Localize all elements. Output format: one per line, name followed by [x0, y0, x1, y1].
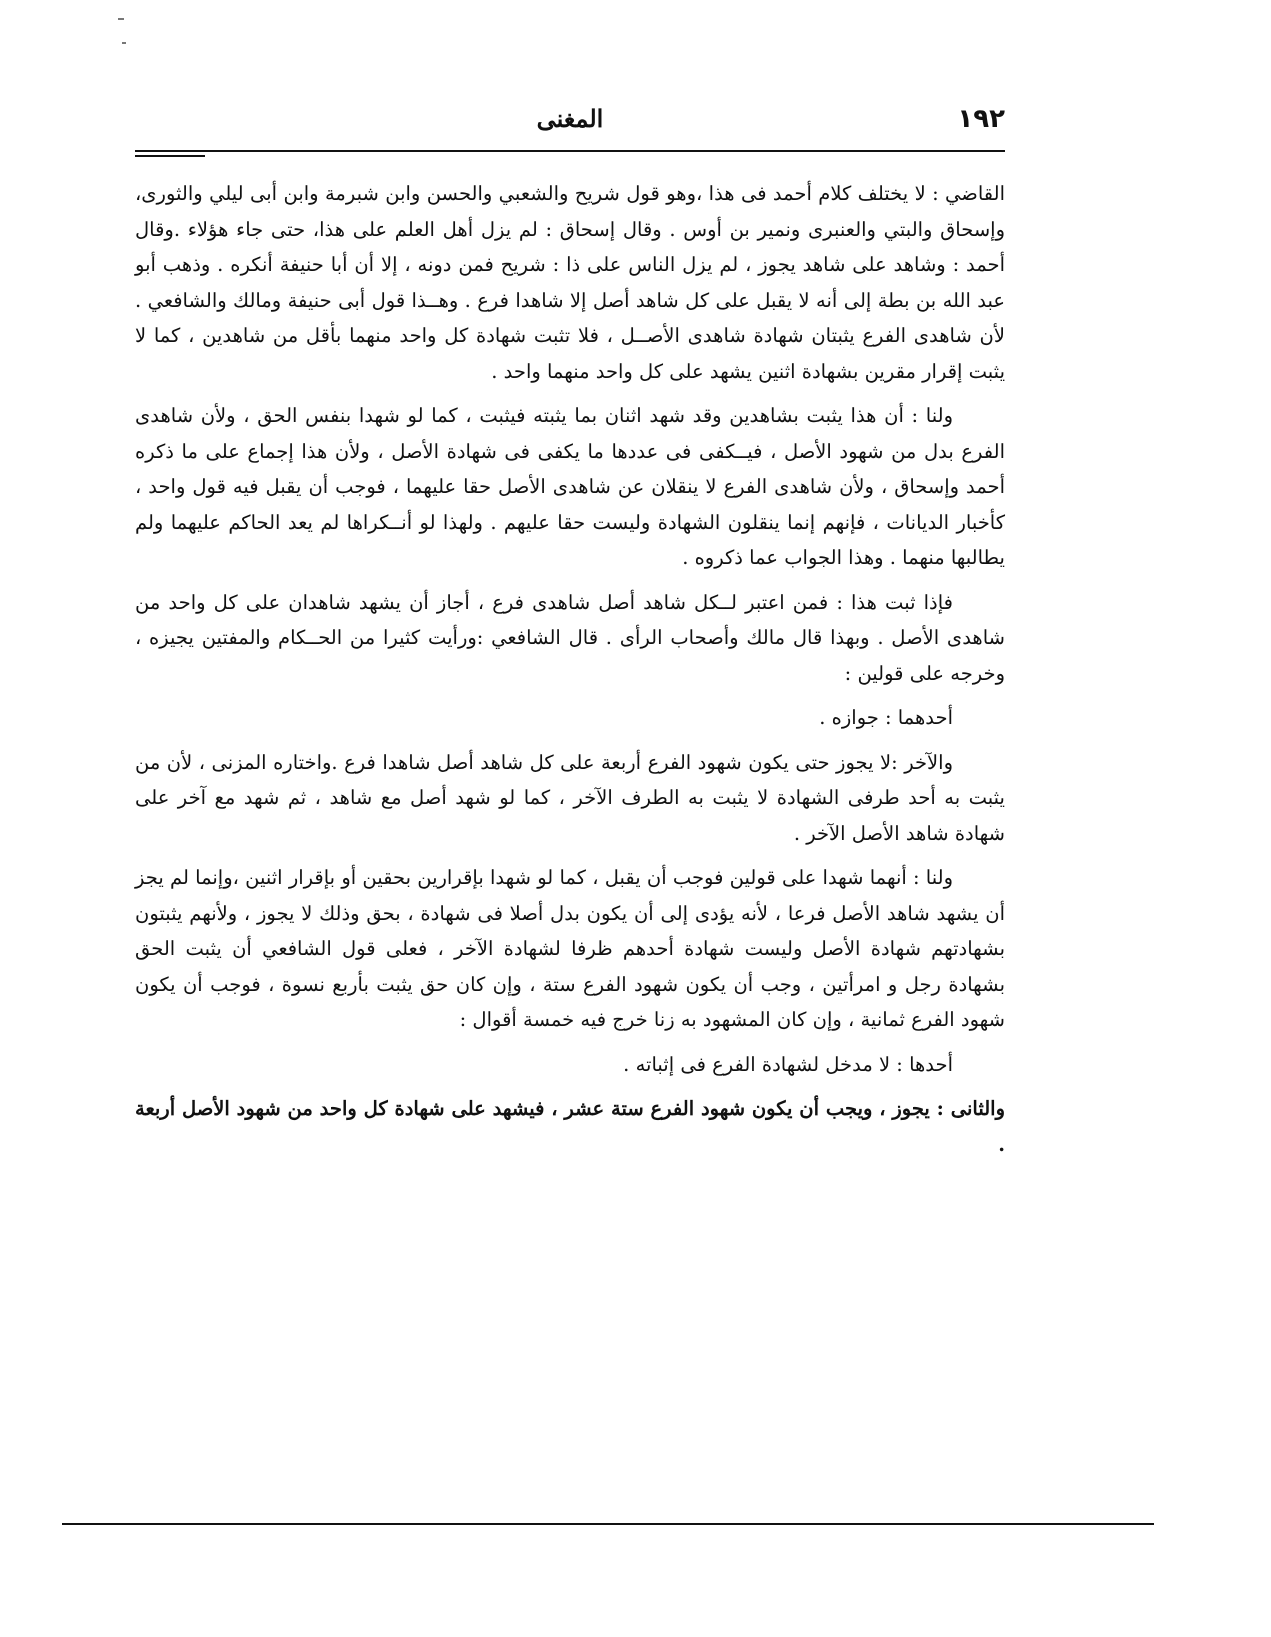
paragraph: ولنا : أن هذا يثبت بشاهدين وقد شهد اثنان بما يثبته فيثبت ، كما لو شهدا بنفس الحق ، ولأن شاهدى الفرع بدل من شهود الأصل ، فيــكفى فى عددها ما يكفى فى شهادة الأصل ، ولأن هذا إجماع على ما ذكره أحمد وإسحاق ، ولأن شاهدى الفرع لا ينقلان عن شاهدى الأصل حقا عليهما ، فوجب أن يقبل فيه قول واحد ، كأخبار الديانات ، فإنهم إنما ينقلون الشهادة وليست حقا عليهم . ولهذا لو أنــكراها لم يعد الحاكم عليهما ولم يطالبها منهما . وهذا الجواب عما ذكروه .: [135, 404, 1005, 569]
page-number: ١٩٢: [957, 104, 1005, 134]
paragraph: والثانى : يجوز ، ويجب أن يكون شهود الفرع ستة عشر ، فيشهد على شهادة كل واحد من شهود الأصل أربعة .: [135, 1097, 1005, 1156]
page-header: [135, 102, 1005, 146]
footer-rule: [62, 1523, 1154, 1525]
paragraph: أحدهما : جوازه .: [819, 706, 953, 729]
paragraph: ولنا : أنهما شهدا على قولين فوجب أن يقبل ، كما لو شهدا بإقرارين بحقين أو بإقرار اثنين ،وإنما لم يجز أن يشهد شاهد الأصل فرعا ، لأنه يؤدى إلى أن يكون بدل أصلا فى شهادة ، بحق وذلك لا يجوز ، ولأنهم يثبتون بشهادتهم شهادة الأصل وليست شهادة أحدهم ظرفا لشهادة الآخر ، فعلى قول الشافعي أن يثبت الحق بشهادة رجل و امرأتين ، وجب أن يكون شهود الفرع ستة ، وإن كان حق يثبت بأربع نسوة ، فوجب أن يكون شهود الفرع ثمانية ، وإن كان المشهود به زنا خرج فيه خمسة أقوال :: [135, 866, 1005, 1031]
running-title: المغنى: [536, 104, 604, 133]
body-text: [135, 176, 1005, 1171]
paragraph: أحدها : لا مدخل لشهادة الفرع فى إثباته .: [623, 1052, 953, 1076]
header-rule-accent: [135, 155, 205, 157]
paragraph: فإذا ثبت هذا : فمن اعتبر لــكل شاهد أصل شاهدى فرع ، أجاز أن يشهد شاهدان على كل واحد من شاهدى الأصل . وبهذا قال مالك وأصحاب الرأى . قال الشافعي :ورأيت كثيرا من الحــكام والمفتين يجيزه ، وخرجه على قولين :: [135, 590, 1005, 685]
scan-mark: [118, 18, 124, 20]
scan-mark: [122, 42, 126, 44]
paragraph: القاضي : لا يختلف كلام أحمد فى هذا ،وهو قول شريح والشعبي والحسن وابن شبرمة وابن أبى ليلي والثورى، وإسحاق والبتي والعنبرى ونمير بن أوس . وقال إسحاق : لم يزل أهل العلم على هذا، حتى جاء هؤلاء .وقال أحمد : وشاهد على شاهد يجوز ، لم يزل الناس على ذا : شريح فمن دونه ، إلا أن أبا حنيفة أنكره . وذهب أبو عبد الله بن بطة إلى أنه لا يقبل على كل شاهد أصل إلا شاهدا فرع . وهــذا قول أبى حنيفة ومالك والشافعي . لأن شاهدى الفرع يثبتان شهادة شاهدى الأصــل ، فلا تثبت شهادة كل واحد منهما بأقل من شاهدين ، كما لا يثبت إقرار مقرين بشهادة اثنين يشهد على كل واحد منهما واحد .: [135, 182, 1005, 383]
paragraph: والآخر :لا يجوز حتى يكون شهود الفرع أربعة على كل شاهد أصل شاهدا فرع .واختاره المزنى ، لأن من يثبت به أحد طرفى الشهادة لا يثبت به الطرف الآخر ، كما لو شهد أصل مع شاهد ، ثم شهد مع آخر على شهادة شاهد الأصل الآخر .: [135, 750, 1005, 845]
header-rule: [135, 150, 1005, 152]
